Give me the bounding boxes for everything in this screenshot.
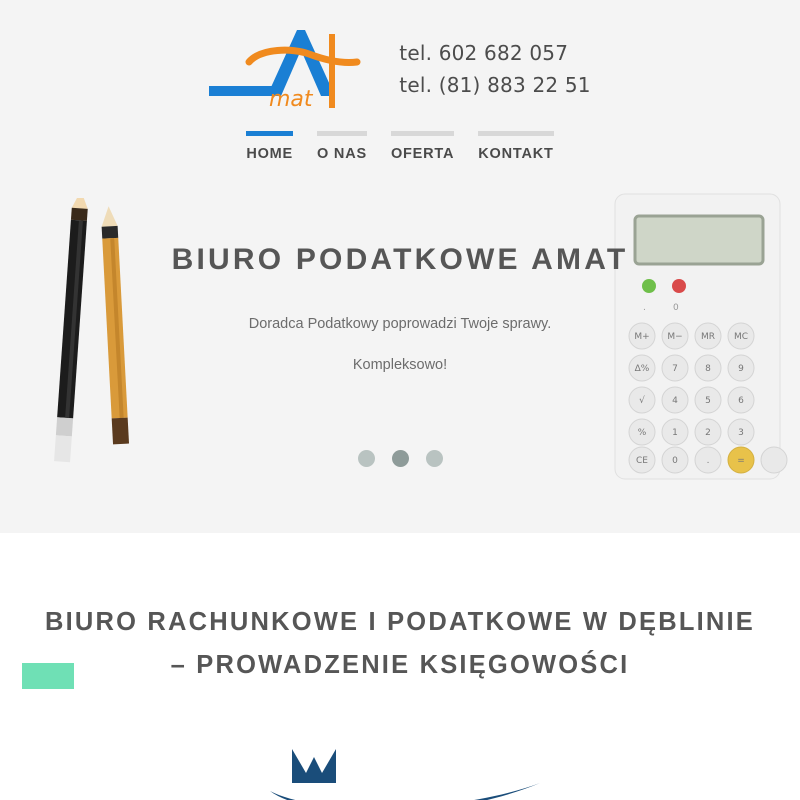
nav-label-o-nas: O NAS [317, 146, 367, 162]
svg-text:7: 7 [672, 364, 678, 374]
phone-number-2[interactable]: tel. (81) 883 22 51 [399, 72, 591, 97]
slider-dot-1[interactable] [358, 450, 375, 467]
svg-text:M−: M− [667, 332, 683, 342]
svg-text:9: 9 [738, 364, 744, 374]
page-title-line1: BIURO RACHUNKOWE I PODATKOWE W DĘBLINIE [44, 608, 756, 636]
content-section [0, 533, 800, 800]
nav-indicator-o-nas [317, 131, 367, 136]
svg-text:CE: CE [636, 456, 648, 466]
nav-item-o-nas[interactable] [305, 131, 379, 162]
svg-text:0: 0 [672, 456, 678, 466]
phone-numbers [399, 35, 590, 97]
svg-text:1: 1 [672, 428, 678, 438]
nav-item-kontakt[interactable] [466, 131, 565, 162]
svg-text:5: 5 [705, 396, 711, 406]
svg-text:6: 6 [738, 396, 744, 406]
main-navigation [0, 117, 800, 188]
hero-title: BIURO PODATKOWE AMAT [171, 243, 629, 276]
brand-graphic [0, 743, 800, 800]
svg-text:MR: MR [700, 332, 716, 342]
nav-indicator-kontakt [478, 131, 553, 136]
svg-text:0: 0 [673, 303, 679, 313]
svg-text:4: 4 [672, 396, 678, 406]
nav-indicator-oferta [391, 131, 454, 136]
svg-text:√: √ [639, 396, 645, 406]
svg-text:MC: MC [733, 332, 749, 342]
svg-text:M+: M+ [634, 332, 650, 342]
nav-item-home[interactable] [234, 131, 305, 162]
header-top [0, 10, 800, 117]
svg-text:Δ%: Δ% [634, 364, 650, 374]
nav-item-oferta[interactable] [379, 131, 466, 162]
nav-label-oferta: OFERTA [390, 146, 455, 162]
svg-text:3: 3 [738, 428, 744, 438]
hero-subtitle-secondary: Kompleksowo! [352, 357, 448, 373]
hero-slider [0, 188, 800, 533]
nav-label-home: HOME [246, 146, 294, 162]
svg-text:%: % [637, 428, 647, 438]
phone-number-1[interactable]: tel. 602 682 057 [399, 40, 569, 65]
hero-content [0, 188, 800, 533]
page-title-line2: – PROWADZENIE KSIĘGOWOŚCI [170, 650, 630, 679]
page-title [0, 601, 800, 687]
site-header [0, 0, 800, 188]
slider-dot-3[interactable] [426, 450, 443, 467]
slider-dots [0, 450, 800, 467]
svg-text:mat: mat [269, 87, 313, 112]
site-logo[interactable] [209, 18, 369, 113]
accent-decoration [22, 663, 74, 689]
svg-text:=: = [737, 456, 745, 466]
svg-text:2: 2 [705, 428, 711, 438]
hero-subtitle: Doradca Podatkowy poprowadzi Twoje sprawy. [248, 316, 552, 332]
nav-label-kontakt: KONTAKT [478, 146, 554, 162]
svg-text:.: . [643, 303, 646, 313]
nav-indicator-home [246, 131, 293, 136]
slider-dot-2[interactable] [392, 450, 409, 467]
svg-text:.: . [706, 456, 710, 466]
svg-text:8: 8 [705, 364, 711, 374]
